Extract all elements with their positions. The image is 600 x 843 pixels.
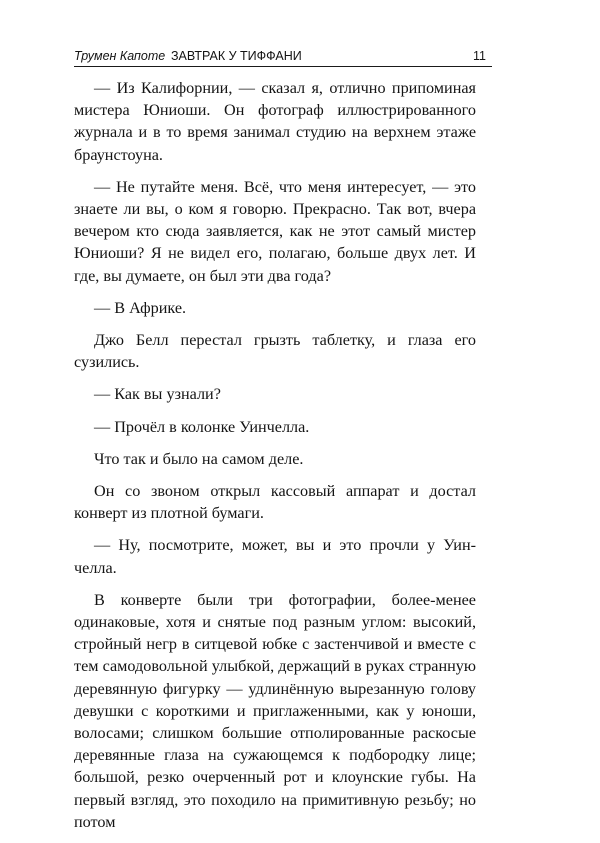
header-book-title: ЗАВТРАК У ТИФФАНИ xyxy=(171,49,302,63)
body-text xyxy=(74,77,476,843)
paragraph: — Из Калифорнии, — сказал я, отлично припоминая мистера Юниоши. Он фотограф иллюстрированного журнала и в то время занимал студию на верхнем этаже браунстоуна. xyxy=(74,79,476,164)
paragraph: — Как вы узнали? xyxy=(94,385,221,404)
paragraph: — В Африке. xyxy=(94,298,187,317)
paragraph: В конверте были три фотографии, более-менее одинаковые, хотя и снятые под разным углом: высокий, стройный негр в ситцевой юбке с застенчивой и вместе с тем самодовольной улыбкой, держащий в руках странную деревянную фигурку — удлинённую вырезанную голову девушки с короткими и приглаженными, как у юноши, волосами; слишком большие отполированные раскосые деревянные глаза на сужающемся к подбородку лице; большой, резко очерченный рот и клоунские губы. На первый взгляд, это походило на примитивную резьбу; но потом xyxy=(74,590,476,831)
paragraph: — Ну, посмотрите, может, вы и это прочли у Уинчелла. xyxy=(74,536,476,577)
paragraph: Что так и было на самом деле. xyxy=(94,449,304,468)
header-author: Трумен Капоте xyxy=(74,49,166,63)
paragraph: — Прочёл в колонке Уинчелла. xyxy=(94,417,310,436)
paragraph: — Не путайте меня. Всё, что меня интересует, — это знаете ли вы, о ком я говорю. Прекрасно. Так вот, вчера вечером кто сюда заявляется, как не этот самый мистер Юниоши? Я не видел его, полагаю, больше двух лет. И где, вы думаете, он был эти два года? xyxy=(74,177,476,285)
paragraph: Он со звоном открыл кассовый аппарат и достал конверт из плотной бумаги. xyxy=(74,482,476,523)
page-number: 11 xyxy=(473,49,486,63)
header-rule xyxy=(74,66,492,67)
paragraph: Джо Белл перестал грызть таблетку, и глаза его сузились. xyxy=(74,331,476,372)
